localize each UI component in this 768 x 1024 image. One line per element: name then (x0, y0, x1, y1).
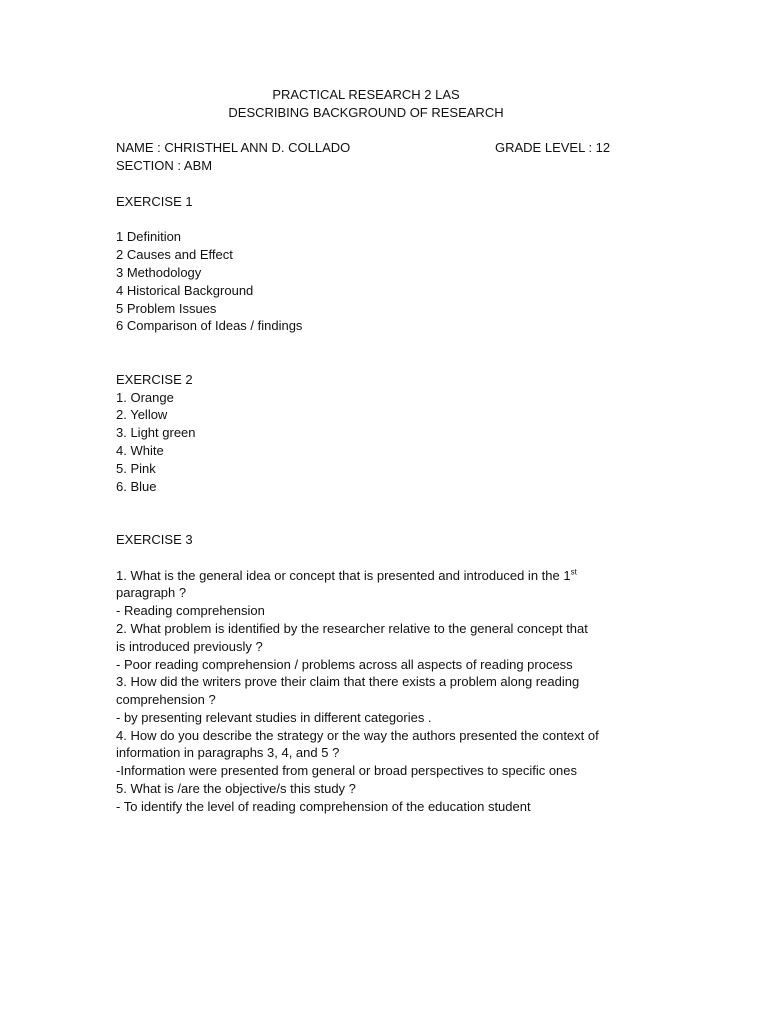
spacer (116, 353, 656, 371)
spacer (116, 211, 656, 229)
student-name: NAME : CHRISTHEL ANN D. COLLADO (116, 140, 351, 156)
answer-5: - To identify the level of reading comprehension of the education student (116, 798, 531, 814)
list-item: 6 Comparison of Ideas / findings (116, 318, 303, 334)
spacer (116, 175, 656, 193)
list-item: 3. Light green (116, 425, 196, 441)
list-item: 1. Orange (116, 389, 174, 405)
question-1 (116, 567, 656, 585)
exercise2-heading: EXERCISE 2 (116, 371, 193, 387)
grade-level: GRADE LEVEL : 12 (495, 140, 611, 156)
list-item: 5. Pink (116, 460, 156, 476)
question-3-cont: comprehension ? (116, 692, 216, 708)
list-item: 4. White (116, 442, 164, 458)
exercise3-heading: EXERCISE 3 (116, 531, 193, 547)
question-3: 3. How did the writers prove their claim that there exists a problem along reading (116, 674, 580, 690)
spacer (116, 549, 656, 567)
question-text: 1. What is the general idea or concept that is presented and introduced in the 1 (116, 567, 571, 583)
list-item: 2 Causes and Effect (116, 247, 233, 263)
question-2: 2. What problem is identified by the researcher relative to the general concept that (116, 620, 588, 636)
list-item: 5 Problem Issues (116, 300, 217, 316)
spacer (116, 495, 656, 513)
answer-2: - Poor reading comprehension / problems across all aspects of reading process (116, 656, 573, 672)
document-title: PRACTICAL RESEARCH 2 LAS (272, 87, 460, 102)
list-item: 4 Historical Background (116, 282, 254, 298)
question-4-cont: information in paragraphs 3, 4, and 5 ? (116, 745, 340, 761)
answer-4: -Information were presented from general or broad perspectives to specific ones (116, 763, 578, 779)
list-item: 6. Blue (116, 478, 157, 494)
question-2-cont: is introduced previously ? (116, 638, 263, 654)
answer-1: - Reading comprehension (116, 603, 265, 619)
spacer (116, 335, 656, 353)
answer-3: - by presenting relevant studies in different categories . (116, 709, 432, 725)
spacer (116, 513, 656, 531)
student-section: SECTION : ABM (116, 158, 213, 174)
question-4: 4. How do you describe the strategy or the way the authors presented the context of (116, 727, 599, 743)
superscript: st (570, 567, 577, 577)
question-1-cont: paragraph ? (116, 585, 187, 601)
document-page (116, 86, 656, 816)
student-info-row (116, 139, 656, 157)
list-item: 2. Yellow (116, 407, 168, 423)
document-subtitle: DESCRIBING BACKGROUND OF RESEARCH (228, 104, 504, 120)
list-item: 1 Definition (116, 229, 182, 245)
exercise1-heading: EXERCISE 1 (116, 193, 193, 209)
question-5: 5. What is /are the objective/s this study ? (116, 781, 356, 797)
spacer (116, 122, 656, 140)
list-item: 3 Methodology (116, 264, 202, 280)
